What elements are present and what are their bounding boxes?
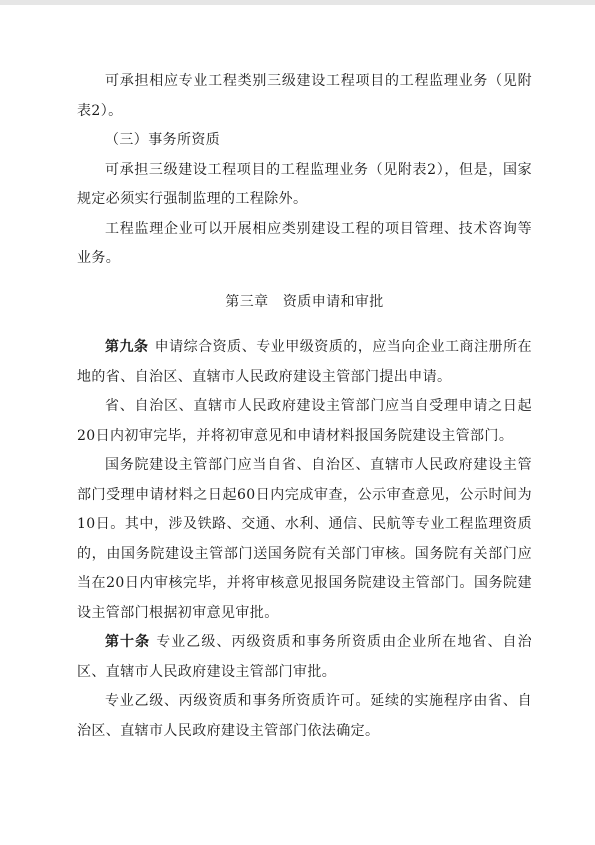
section-heading-firm-qualification: （三）事务所资质 bbox=[105, 132, 221, 148]
article-9-paragraph-3: 国务院建设主管部门应当自省、自治区、直辖市人民政府建设主管部门受理申请材料之日起60日内完成审查，公示审查意见，公示时间为10日。其中，涉及铁路、交通、水利、通信、民航等专业工程监理资质的，由国务院建设主管部门送国务院有关部门审核。国务院有关部门应当在20日内审核完毕，并将审核意见报国务院建设主管部门。国务院建设主管部门根据初审意见审批。 bbox=[77, 457, 532, 621]
article-9-paragraph-1 bbox=[77, 333, 532, 392]
paragraph-enterprise-business: 工程监理企业可以开展相应类别建设工程的项目管理、技术咨询等业务。 bbox=[77, 220, 532, 266]
article-9-text: 申请综合资质、专业甲级资质的，应当向企业工商注册所在地的省、自治区、直辖市人民政府建设主管部门提出申请。 bbox=[77, 339, 533, 385]
paragraph-firm-scope: 可承担三级建设工程项目的工程监理业务（见附表2），但是，国家规定必须实行强制监理的工程除外。 bbox=[77, 161, 532, 207]
document-body bbox=[77, 67, 532, 746]
article-9-paragraph-2: 省、自治区、直辖市人民政府建设主管部门应当自受理申请之日起20日内初审完毕，并将初审意见和申请材料报国务院建设主管部门。 bbox=[77, 398, 532, 444]
article-9-number: 第九条 bbox=[105, 339, 149, 355]
article-10-paragraph-2: 专业乙级、丙级资质和事务所资质许可。延续的实施程序由省、自治区、直辖市人民政府建设主管部门依法确定。 bbox=[77, 693, 532, 739]
article-10-number: 第十条 bbox=[105, 634, 151, 650]
paragraph-supervision-scope: 可承担相应专业工程类别三级建设工程项目的工程监理业务（见附表2）。 bbox=[77, 73, 532, 119]
page-top-edge bbox=[0, 0, 595, 5]
article-10-text: 专业乙级、丙级资质和事务所资质由企业所在地省、自治区、直辖市人民政府建设主管部门审批。 bbox=[77, 634, 533, 680]
article-10-paragraph-1 bbox=[77, 628, 532, 687]
chapter-title: 第三章 资质申请和审批 bbox=[225, 293, 384, 310]
